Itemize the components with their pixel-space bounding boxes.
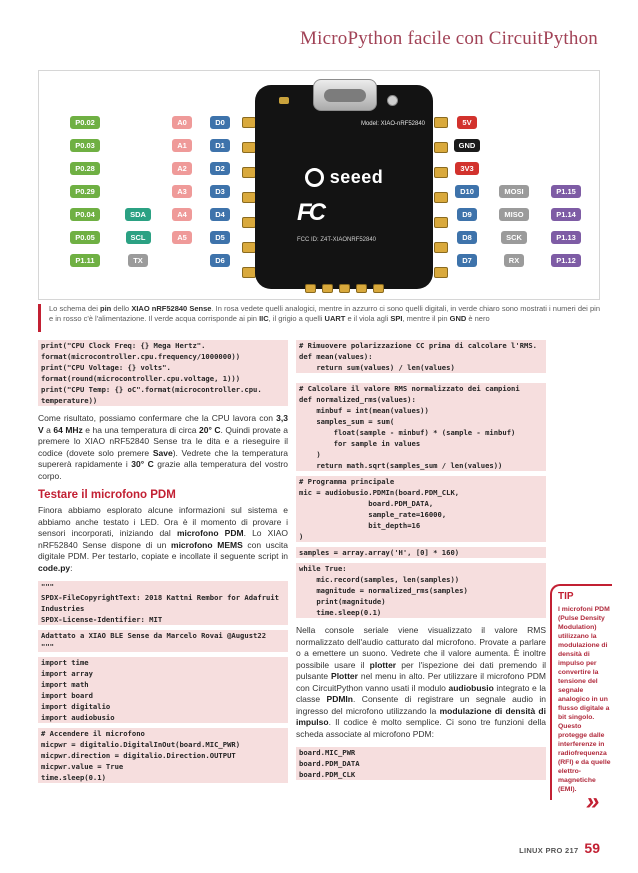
code-line: format(round(microcontroller.cpu.voltage, 1))) <box>38 373 288 384</box>
pin-row <box>61 230 235 244</box>
code-line: micpwr.value = True <box>38 761 288 772</box>
text-segment: . Quindi provate a premere lo XIAO nRF52840 Sense tra le dita e a rieseguire il codice (dovete solo premere <box>38 424 288 458</box>
pin-miso: MISO <box>499 208 528 221</box>
pin-d3: D3 <box>210 185 230 198</box>
gold-pad <box>434 117 448 128</box>
pin-d6: D6 <box>210 254 230 267</box>
pin-cell <box>167 116 197 129</box>
code-line: import time <box>38 657 288 668</box>
left-column <box>38 340 288 790</box>
text-segment: e ha una temperatura di circa <box>82 424 200 435</box>
text-segment: XIAO nRF52840 Sense <box>131 304 212 313</box>
pin-cell <box>61 185 109 198</box>
code-line: bit_depth=16 <box>296 520 546 531</box>
pin-cell <box>543 208 589 221</box>
pin-cell <box>117 231 159 244</box>
text-segment: UART <box>324 313 346 323</box>
pin-cell <box>205 185 235 198</box>
code-line: board.PDM_DATA, <box>296 498 546 509</box>
pin-cell <box>167 162 197 175</box>
text-segment: code.py <box>38 562 71 573</box>
pin-d10: D10 <box>455 185 479 198</box>
pin-row <box>449 184 589 198</box>
text-segment: GND <box>449 313 467 323</box>
tip-box <box>550 584 612 800</box>
pin-row <box>449 161 589 175</box>
right-pin-labels <box>449 115 589 276</box>
pin-p0.03: P0.03 <box>70 139 100 152</box>
pin-cell <box>117 208 159 221</box>
pin-cell <box>61 116 109 129</box>
text-segment: , mentre il pin <box>402 313 450 323</box>
pin-p1.11: P1.11 <box>70 254 99 267</box>
pin-rx: RX <box>504 254 524 267</box>
pin-cell <box>167 231 197 244</box>
pin-cell <box>543 231 589 244</box>
gold-pad <box>339 284 350 293</box>
pin-5v: 5V <box>457 116 476 129</box>
code-line: samples_sum = sum( <box>296 416 546 427</box>
code-block-rms <box>296 340 546 618</box>
continuation-chevron-icon: » <box>586 788 600 815</box>
code-line: import audiobusio <box>38 712 288 723</box>
gold-pad <box>242 117 256 128</box>
code-line: temperature)) <box>38 395 288 406</box>
seeed-logo <box>255 167 433 188</box>
code-line: Industries <box>38 603 288 614</box>
pin-row <box>449 207 589 221</box>
pin-row <box>449 253 589 267</box>
pin-cell <box>449 231 485 244</box>
code-line: def mean(values): <box>296 351 546 362</box>
code-line: print("CPU Temp: {} oC".format(microcontroller.cpu. <box>38 384 288 395</box>
code-line: float(sample - minbuf) * (sample - minbuf) <box>296 427 546 438</box>
pin-cell <box>205 139 235 152</box>
code-line: minbuf = int(mean(values)) <box>296 405 546 416</box>
pin-cell <box>167 139 197 152</box>
pin-d0: D0 <box>210 116 230 129</box>
pin-cell <box>205 116 235 129</box>
pin-d1: D1 <box>210 139 230 152</box>
code-line: return math.sqrt(samples_sum / len(values)) <box>296 460 546 471</box>
pin-cell <box>61 162 109 175</box>
pin-sck: SCK <box>501 231 527 244</box>
gold-pad <box>242 192 256 203</box>
text-segment: Plotter <box>331 671 358 681</box>
text-segment: 30° C <box>131 459 154 469</box>
gold-pad <box>434 267 448 278</box>
code-line: return sum(values) / len(values) <box>296 362 546 373</box>
page-number: 59 <box>584 840 600 856</box>
gold-pad <box>305 284 316 293</box>
code-line: print("CPU Clock Freq: {} Mega Hertz". <box>38 340 288 351</box>
code-line: sample_rate=16000, <box>296 509 546 520</box>
code-line: mic.record(samples, len(samples)) <box>296 574 546 585</box>
text-segment: 20° C <box>199 424 221 435</box>
gold-pad <box>322 284 333 293</box>
text-segment: integrato e la classe <box>296 682 546 704</box>
pin-p0.02: P0.02 <box>70 116 100 129</box>
pin-cell <box>117 254 159 267</box>
pin-p1.14: P1.14 <box>551 208 581 221</box>
footer <box>519 840 600 856</box>
pin-cell <box>205 254 235 267</box>
pin-row <box>61 207 235 221</box>
text-segment: . Lo XIAO nRF52840 Sense dispone di un <box>38 528 288 550</box>
pin-gnd: GND <box>454 139 481 152</box>
pin-row <box>449 138 589 152</box>
text-segment: PDMIn <box>326 694 353 704</box>
text-segment: . Il codice è molto semplice. Ci sono tre funzioni della scheda associate al microfono PDM: <box>296 717 546 739</box>
tip-text: I microfoni PDM (Pulse Density Modulation) utilizzano la modulazione di densità di impulso per convertire la tensione del segnale analogico in un flusso digitale a bit singolo. Questo protegge dalle interferenze in radiofrequenza (RFI) e da quelle elettro-magnetiche (EMI). <box>558 606 611 793</box>
reset-button <box>387 95 398 106</box>
pin-mosi: MOSI <box>499 185 528 198</box>
pin-a2: A2 <box>172 162 192 175</box>
gold-pad <box>356 284 367 293</box>
code-line: import array <box>38 668 288 679</box>
gold-pad <box>434 167 448 178</box>
text-segment: plotter <box>369 659 397 670</box>
text-segment: Come risultato, possiamo confermare che la CPU lavora con <box>38 413 277 423</box>
gold-pad <box>434 242 448 253</box>
code-line: SPDX-FileCopyrightText: 2018 Kattni Rembor for Adafruit <box>38 592 288 603</box>
text-segment: grazie alla temperatura del vostro corpo. <box>38 459 289 481</box>
code-line: # Accendere il microfono <box>38 728 288 739</box>
text-segment: Nella console seriale viene visualizzato il valore RMS normalizzato dell'audio catturato dal microfono. Provate a parlare o a emettere un suono. Vedrete che il valore aumenta. È inoltre possibile usare il <box>296 625 546 670</box>
text-segment: Save <box>152 447 173 458</box>
code-line: mic = audiobusio.PDMIn(board.PDM_CLK, <box>296 487 546 498</box>
gold-pad <box>434 192 448 203</box>
code-line: time.sleep(0.1) <box>296 607 546 618</box>
pin-cell <box>205 162 235 175</box>
pin-cell <box>205 231 235 244</box>
gold-pads-left <box>242 117 256 292</box>
gold-pad <box>242 142 256 153</box>
board-figure <box>38 70 600 300</box>
text-segment: dello <box>111 304 132 313</box>
code-line: for sample in values <box>296 438 546 449</box>
text-segment: . In rosa vedete quelli analogici, mentre in azzurro ci sono quelli digitali, in verde chiaro sono mostrati i numeri dei pin e in rosso c'è l'alimentazione. Il verde acqua corrisponde ai pin <box>49 304 600 323</box>
fcc-logo: FC <box>297 199 323 226</box>
pin-cell <box>493 185 535 198</box>
code-line: import digitalio <box>38 701 288 712</box>
pin-cell <box>61 231 109 244</box>
code-line: SPDX-License-Identifier: MIT <box>38 614 288 625</box>
component-chip <box>279 97 289 104</box>
gold-pad <box>242 267 256 278</box>
pin-a5: A5 <box>172 231 192 244</box>
left-pin-labels <box>61 115 235 276</box>
text-segment: audiobusio <box>448 682 494 693</box>
text-segment: IIC <box>259 313 269 323</box>
pin-p1.15: P1.15 <box>551 185 581 198</box>
pin-d2: D2 <box>210 162 230 175</box>
code-line: """ <box>38 581 288 592</box>
pin-cell <box>543 254 589 267</box>
code-line: time.sleep(0.1) <box>38 772 288 783</box>
pin-row <box>449 115 589 129</box>
pin-cell <box>543 185 589 198</box>
pin-cell <box>167 208 197 221</box>
pin-row <box>61 161 235 175</box>
pin-3v3: 3V3 <box>455 162 478 175</box>
pin-cell <box>449 208 485 221</box>
pin-cell <box>493 254 535 267</box>
text-segment: microfono MEMS <box>171 539 243 550</box>
gold-pad <box>242 167 256 178</box>
pin-row <box>61 184 235 198</box>
text-segment: SPI <box>390 313 403 323</box>
text-segment: ). Vedrete che la temperatura supererà rapidamente i <box>38 447 288 469</box>
magazine-name: LINUX PRO 217 <box>519 846 579 855</box>
gold-pad <box>242 242 256 253</box>
figure-caption <box>38 304 600 332</box>
code-line: print(magnitude) <box>296 596 546 607</box>
code-line: def normalized_rms(values): <box>296 394 546 405</box>
pin-row <box>61 138 235 152</box>
code-line: samples = array.array('H', [0] * 160) <box>296 547 546 558</box>
code-line: ) <box>296 531 546 542</box>
pin-sda: SDA <box>125 208 151 221</box>
seeed-logo-icon <box>305 168 324 187</box>
code-line: # Calcolare il valore RMS normalizzato dei campioni <box>296 383 546 394</box>
text-segment: modulazione di densità di impulso <box>296 705 546 727</box>
code-line: """ <box>38 641 288 652</box>
pin-row <box>61 115 235 129</box>
code-line: board.PDM_CLK <box>296 769 546 780</box>
code-line: format(microcontroller.cpu.frequency/1000000)) <box>38 351 288 362</box>
usb-c-opening <box>324 89 366 102</box>
pin-cell <box>449 254 485 267</box>
paragraph-microphone <box>38 505 288 574</box>
pin-p0.04: P0.04 <box>70 208 100 221</box>
pin-d4: D4 <box>210 208 230 221</box>
gold-pads-bottom <box>255 284 433 293</box>
code-line: import board <box>38 690 288 701</box>
text-segment: con uscita digitale PDM. Per testarlo, copiate e incollate il seguente script in <box>38 539 289 561</box>
usb-c-connector <box>313 79 377 111</box>
pin-p0.05: P0.05 <box>70 231 100 244</box>
pin-cell <box>449 139 485 152</box>
pin-d8: D8 <box>457 231 477 244</box>
pin-cell <box>493 231 535 244</box>
code-line: micpwr = digitalio.DigitalInOut(board.MIC_PWR) <box>38 739 288 750</box>
text-segment: Finora abbiamo esplorato alcune informazioni sul sistema e abbiamo anche testato i LED. Ora è il momento di provare i sensori incorporati, iniziando dal <box>38 505 288 538</box>
code-block-board-functions <box>296 747 546 780</box>
gold-pad <box>434 142 448 153</box>
text-segment: Lo schema dei <box>49 304 100 313</box>
caption-accent-bar <box>38 304 41 332</box>
code-line: print("CPU Voltage: {} volts". <box>38 362 288 373</box>
pin-p1.12: P1.12 <box>551 254 581 267</box>
pin-cell <box>449 116 485 129</box>
code-block-cpu-info <box>38 340 288 406</box>
text-segment: microfono PDM <box>176 528 244 538</box>
caption-text <box>49 304 600 332</box>
pin-a1: A1 <box>172 139 192 152</box>
pin-d5: D5 <box>210 231 230 244</box>
fcc-id-text: FCC ID: Z4T-XIAONRF52840 <box>297 237 377 243</box>
text-segment: a <box>43 424 54 435</box>
text-segment: per l'ispezione dei dati premendo il pulsante <box>296 659 546 681</box>
pin-scl: SCL <box>126 231 151 244</box>
pin-cell <box>61 139 109 152</box>
gold-pads-right <box>434 117 448 292</box>
pin-p0.29: P0.29 <box>70 185 100 198</box>
text-segment: : <box>70 562 73 573</box>
pin-a3: A3 <box>172 185 192 198</box>
pin-p0.28: P0.28 <box>70 162 100 175</box>
paragraph-console <box>296 625 546 740</box>
text-segment: 3,3 V <box>38 413 288 435</box>
seeed-logo-text: seeed <box>329 167 384 187</box>
pin-cell <box>493 208 535 221</box>
text-segment: pin <box>99 304 112 313</box>
code-line: # Programma principale <box>296 476 546 487</box>
pin-a4: A4 <box>172 208 192 221</box>
text-segment: nel menu in alto. Per utilizzare il microfono PDM con CircuitPython vanno usati il modulo <box>296 671 546 693</box>
code-line: Adattato a XIAO BLE Sense da Marcelo Rovai @August22 <box>38 630 288 641</box>
pin-a0: A0 <box>172 116 192 129</box>
pin-cell <box>205 208 235 221</box>
gold-pad <box>434 217 448 228</box>
code-line: import math <box>38 679 288 690</box>
code-line: board.PDM_DATA <box>296 758 546 769</box>
pin-d9: D9 <box>457 208 477 221</box>
text-segment: . Consente di registrare un segnale audio in ingresso del microfono utilizzando la <box>296 694 546 716</box>
code-line: # Rimuovere polarizzazione CC prima di calcolare l'RMS. <box>296 340 546 351</box>
page-title: MicroPython facile con CircuitPython <box>300 28 598 49</box>
gold-pad <box>373 284 384 293</box>
pin-tx: TX <box>128 254 148 267</box>
section-heading: Testare il microfono PDM <box>38 489 176 501</box>
code-block-mic-setup <box>38 581 288 783</box>
code-line: micpwr.direction = digitalio.Direction.OUTPUT <box>38 750 288 761</box>
pin-cell <box>167 185 197 198</box>
code-line: ) <box>296 449 546 460</box>
pin-d7: D7 <box>457 254 477 267</box>
xiao-board <box>255 85 433 289</box>
right-column <box>296 340 546 787</box>
paragraph-result <box>38 413 288 482</box>
pin-cell <box>449 185 485 198</box>
text-segment: e il viola agli <box>345 313 391 323</box>
code-line: board.MIC_PWR <box>296 747 546 758</box>
pin-cell <box>61 254 109 267</box>
tip-label: TIP <box>558 591 574 602</box>
text-segment: , il grigio a quelli <box>268 313 325 323</box>
pin-cell <box>61 208 109 221</box>
code-line: while True: <box>296 563 546 574</box>
model-label: Model: XIAO-nRF52840 <box>360 121 425 127</box>
pin-cell <box>449 162 485 175</box>
text-segment: è nero <box>466 313 490 323</box>
gold-pad <box>242 217 256 228</box>
pin-row <box>61 253 235 267</box>
pin-p1.13: P1.13 <box>551 231 581 244</box>
pin-row <box>449 230 589 244</box>
code-line: magnitude = normalized_rms(samples) <box>296 585 546 596</box>
text-segment: 64 MHz <box>53 424 83 435</box>
